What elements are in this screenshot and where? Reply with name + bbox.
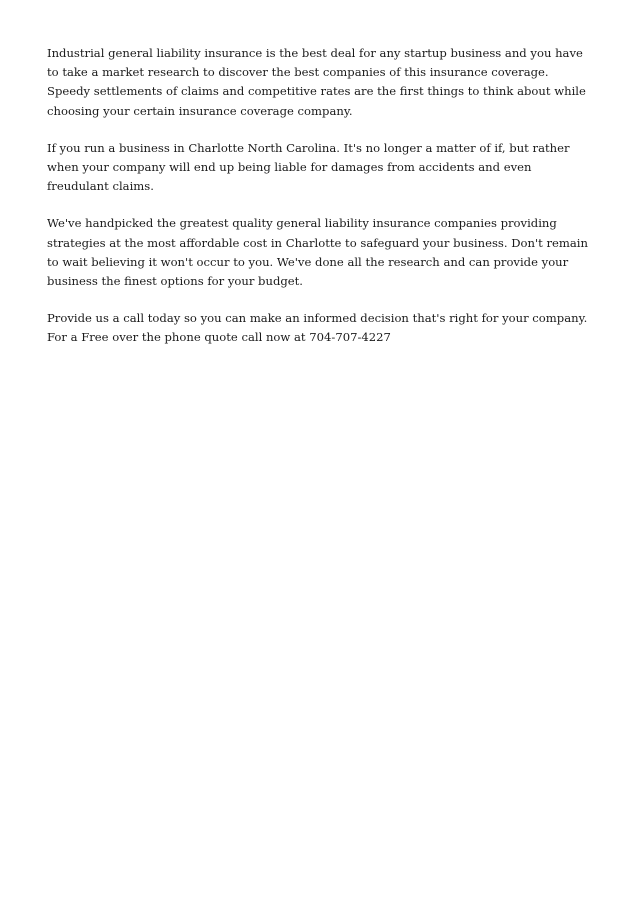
- document-body: [47, 44, 595, 348]
- paragraph-intro: Industrial general liability insurance is the best deal for any startup business and you have to take a market research to discover the best companies of this insurance coverage. Speedy settlements of claims and competitive rates are the first things to think about while choosing your certain insurance coverage company.: [47, 46, 586, 118]
- paragraph-call-to-action: Provide us a call today so you can make an informed decision that's right for your company. For a Free over the phone quote call now at 704-707-4227: [47, 311, 588, 345]
- paragraph-charlotte: If you run a business in Charlotte North Carolina. It's no longer a matter of if, but rather when your company will end up being liable for damages from accidents and even freudulant claims.: [47, 140, 570, 194]
- paragraph-handpicked: We've handpicked the greatest quality general liability insurance companies providing strategies at the most affordable cost in Charlotte to safeguard your business. Don't remain to wait believing it won't occur to you. We've done all the research and can provide your business the finest options for your budget.: [47, 216, 588, 289]
